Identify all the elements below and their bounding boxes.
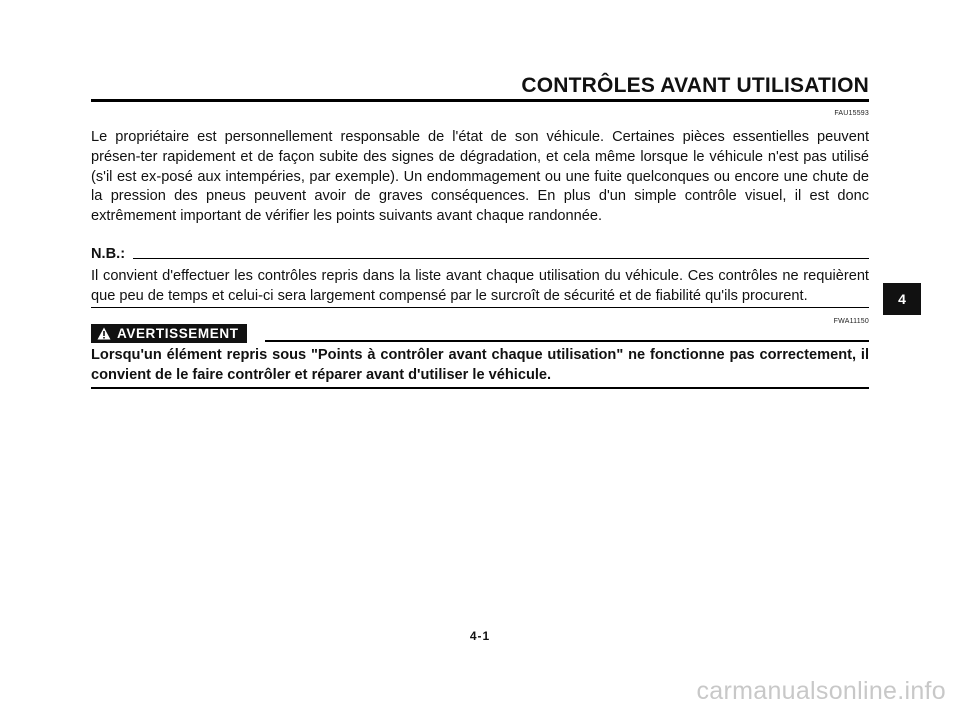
chapter-tab [883, 283, 921, 315]
warning-paragraph: Lorsqu'un élément repris sous "Points à contrôler avant chaque utilisation" ne fonctionne pas correctement, il convient de le faire contrôler et réparer avant d'utiliser le véhicule. [91, 347, 869, 383]
intro-reference-code: FAU15593 [834, 110, 869, 117]
page-number: 4-1 [469, 629, 491, 643]
warning-badge [91, 324, 247, 343]
warning-header-rule [265, 340, 869, 342]
title-rule [91, 99, 869, 102]
warning-label: AVERTISSEMENT [117, 326, 239, 341]
chapter-tab-label: 4 [898, 291, 906, 307]
warning-end-rule [91, 387, 869, 389]
note-header [91, 245, 869, 264]
warning-triangle-icon [97, 327, 111, 340]
warning-reference-code: FWA11150 [833, 318, 869, 325]
note-paragraph: Il convient d'effectuer les contrôles repris dans la liste avant chaque utilisation du véhicule. Ces contrôles ne requièrent que peu de temps et celui-ci sera largement compensé par le surcroît de sécurité et de fiabilité qu'ils procurent. [91, 268, 869, 304]
note-end-rule [91, 307, 869, 308]
watermark: carmanualsonline.info [696, 677, 946, 705]
note-rule [133, 258, 869, 259]
warning-header [91, 324, 869, 343]
intro-paragraph: Le propriétaire est personnellement responsable de l'état de son véhicule. Certaines pièces essentielles peuvent présen-ter rapidement et de façon subite des signes de dégradation, et cela même lorsque le véhicule n'est pas utilisé (s'il est ex-posé aux intempéries, par exemple). Un endommagement ou une fuite quelconques ou encore une chute de la pression des pneus peuvent avoir de graves conséquences. En plus d'un simple contrôle visuel, il est donc extrêmement important de vérifier les points suivants avant chaque randonnée. [91, 129, 869, 225]
note-label: N.B.: [91, 246, 126, 262]
page-title: CONTRÔLES AVANT UTILISATION [521, 74, 869, 97]
